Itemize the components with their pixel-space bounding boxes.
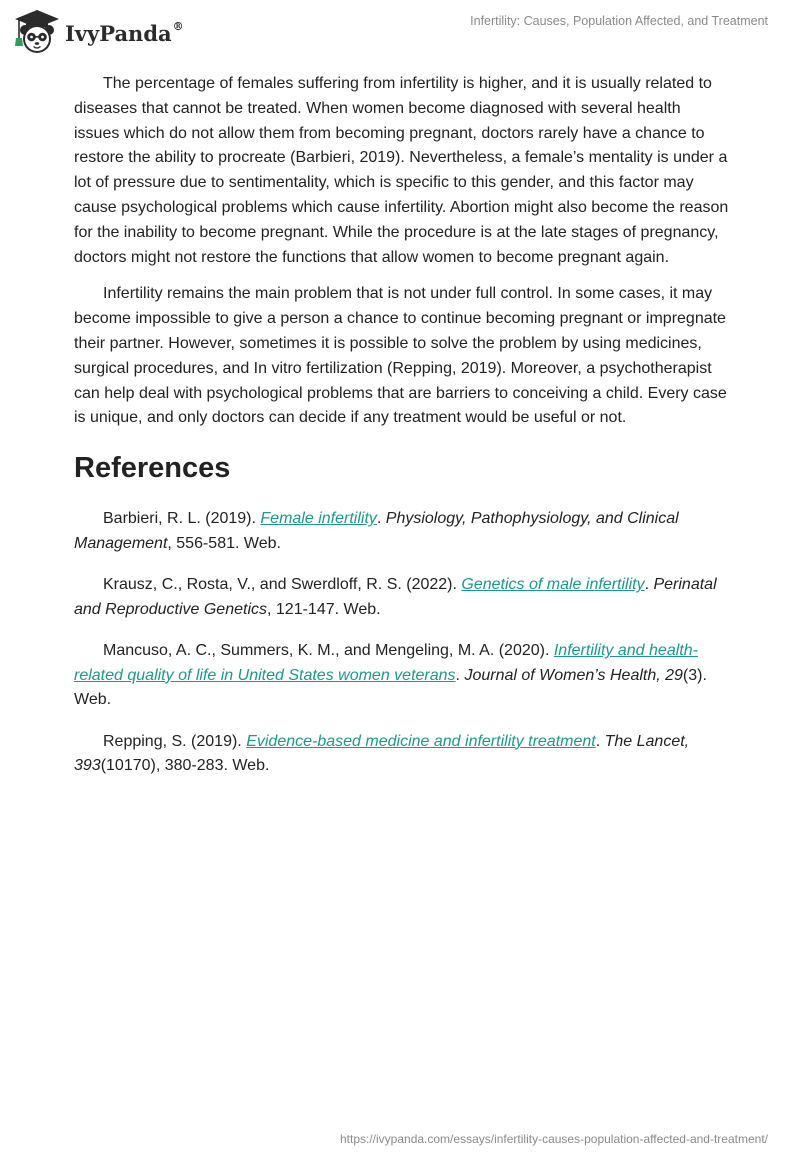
reference-link[interactable]: Evidence-based medicine and infertility treatment xyxy=(246,732,596,750)
footer-url[interactable]: https://ivypanda.com/essays/infertility-causes-population-affected-and-treatment/ xyxy=(340,1132,768,1146)
panda-graduate-icon xyxy=(14,8,60,56)
reference-item: Repping, S. (2019). Evidence-based medicine and infertility treatment. The Lancet, 393(10170), 380-283. Web. xyxy=(74,732,690,775)
reference-item: Krausz, C., Rosta, V., and Swerdloff, R. S. (2022). Genetics of male infertility. Perinatal and Reproductive Genetics, 121-147. Web. xyxy=(74,576,717,618)
ivypanda-logo[interactable] xyxy=(14,8,184,56)
page-header xyxy=(0,0,800,70)
body-paragraph: The percentage of females suffering from infertility is higher, and it is usually related to diseases that cannot be treated. When women become diagnosed with several health issues which do not allow them from becoming pregnant, doctors rarely have a chance to restore the ability to procreate (Barbieri, 2019). Nevertheless, a female’s mentality is under a lot of pressure due to sentimentality, which is specific to this gender, and this factor may cause psychological problems which cause infertility. Abortion might also become the reason for the inability to become pregnant. While the procedure is at the late stages of pregnancy, doctors might not restore the functions that allow women to become pregnant again. xyxy=(74,75,729,266)
logo-text: IvyPanda® xyxy=(65,19,184,46)
references-heading: References xyxy=(74,452,231,485)
reference-link[interactable]: Female infertility xyxy=(260,510,377,528)
reference-item: Barbieri, R. L. (2019). Female infertility. Physiology, Pathophysiology, and Clinical Management, 556-581. Web. xyxy=(74,510,679,552)
document-title: Infertility: Causes, Population Affected, and Treatment xyxy=(470,14,768,28)
reference-link[interactable]: Infertility and health-related quality of life in United States women veterans xyxy=(74,642,698,684)
essay-content xyxy=(74,72,730,796)
body-paragraph: Infertility remains the main problem that is not under full control. In some cases, it may become impossible to give a person a chance to continue becoming pregnant or impregnate their partner. However, sometimes it is possible to solve the problem by using medicines, surgical procedures, and In vitro fertilization (Repping, 2019). Moreover, a psychotherapist can help deal with psychological problems that are barriers to conceiving a child. Every case is unique, and only doctors can decide if any treatment would be useful or not. xyxy=(74,285,727,427)
reference-link[interactable]: Genetics of male infertility xyxy=(461,576,645,594)
reference-item: Mancuso, A. C., Summers, K. M., and Mengeling, M. A. (2020). Infertility and health-related quality of life in United States women veterans. Journal of Women’s Health, 29(3). Web. xyxy=(74,642,707,709)
